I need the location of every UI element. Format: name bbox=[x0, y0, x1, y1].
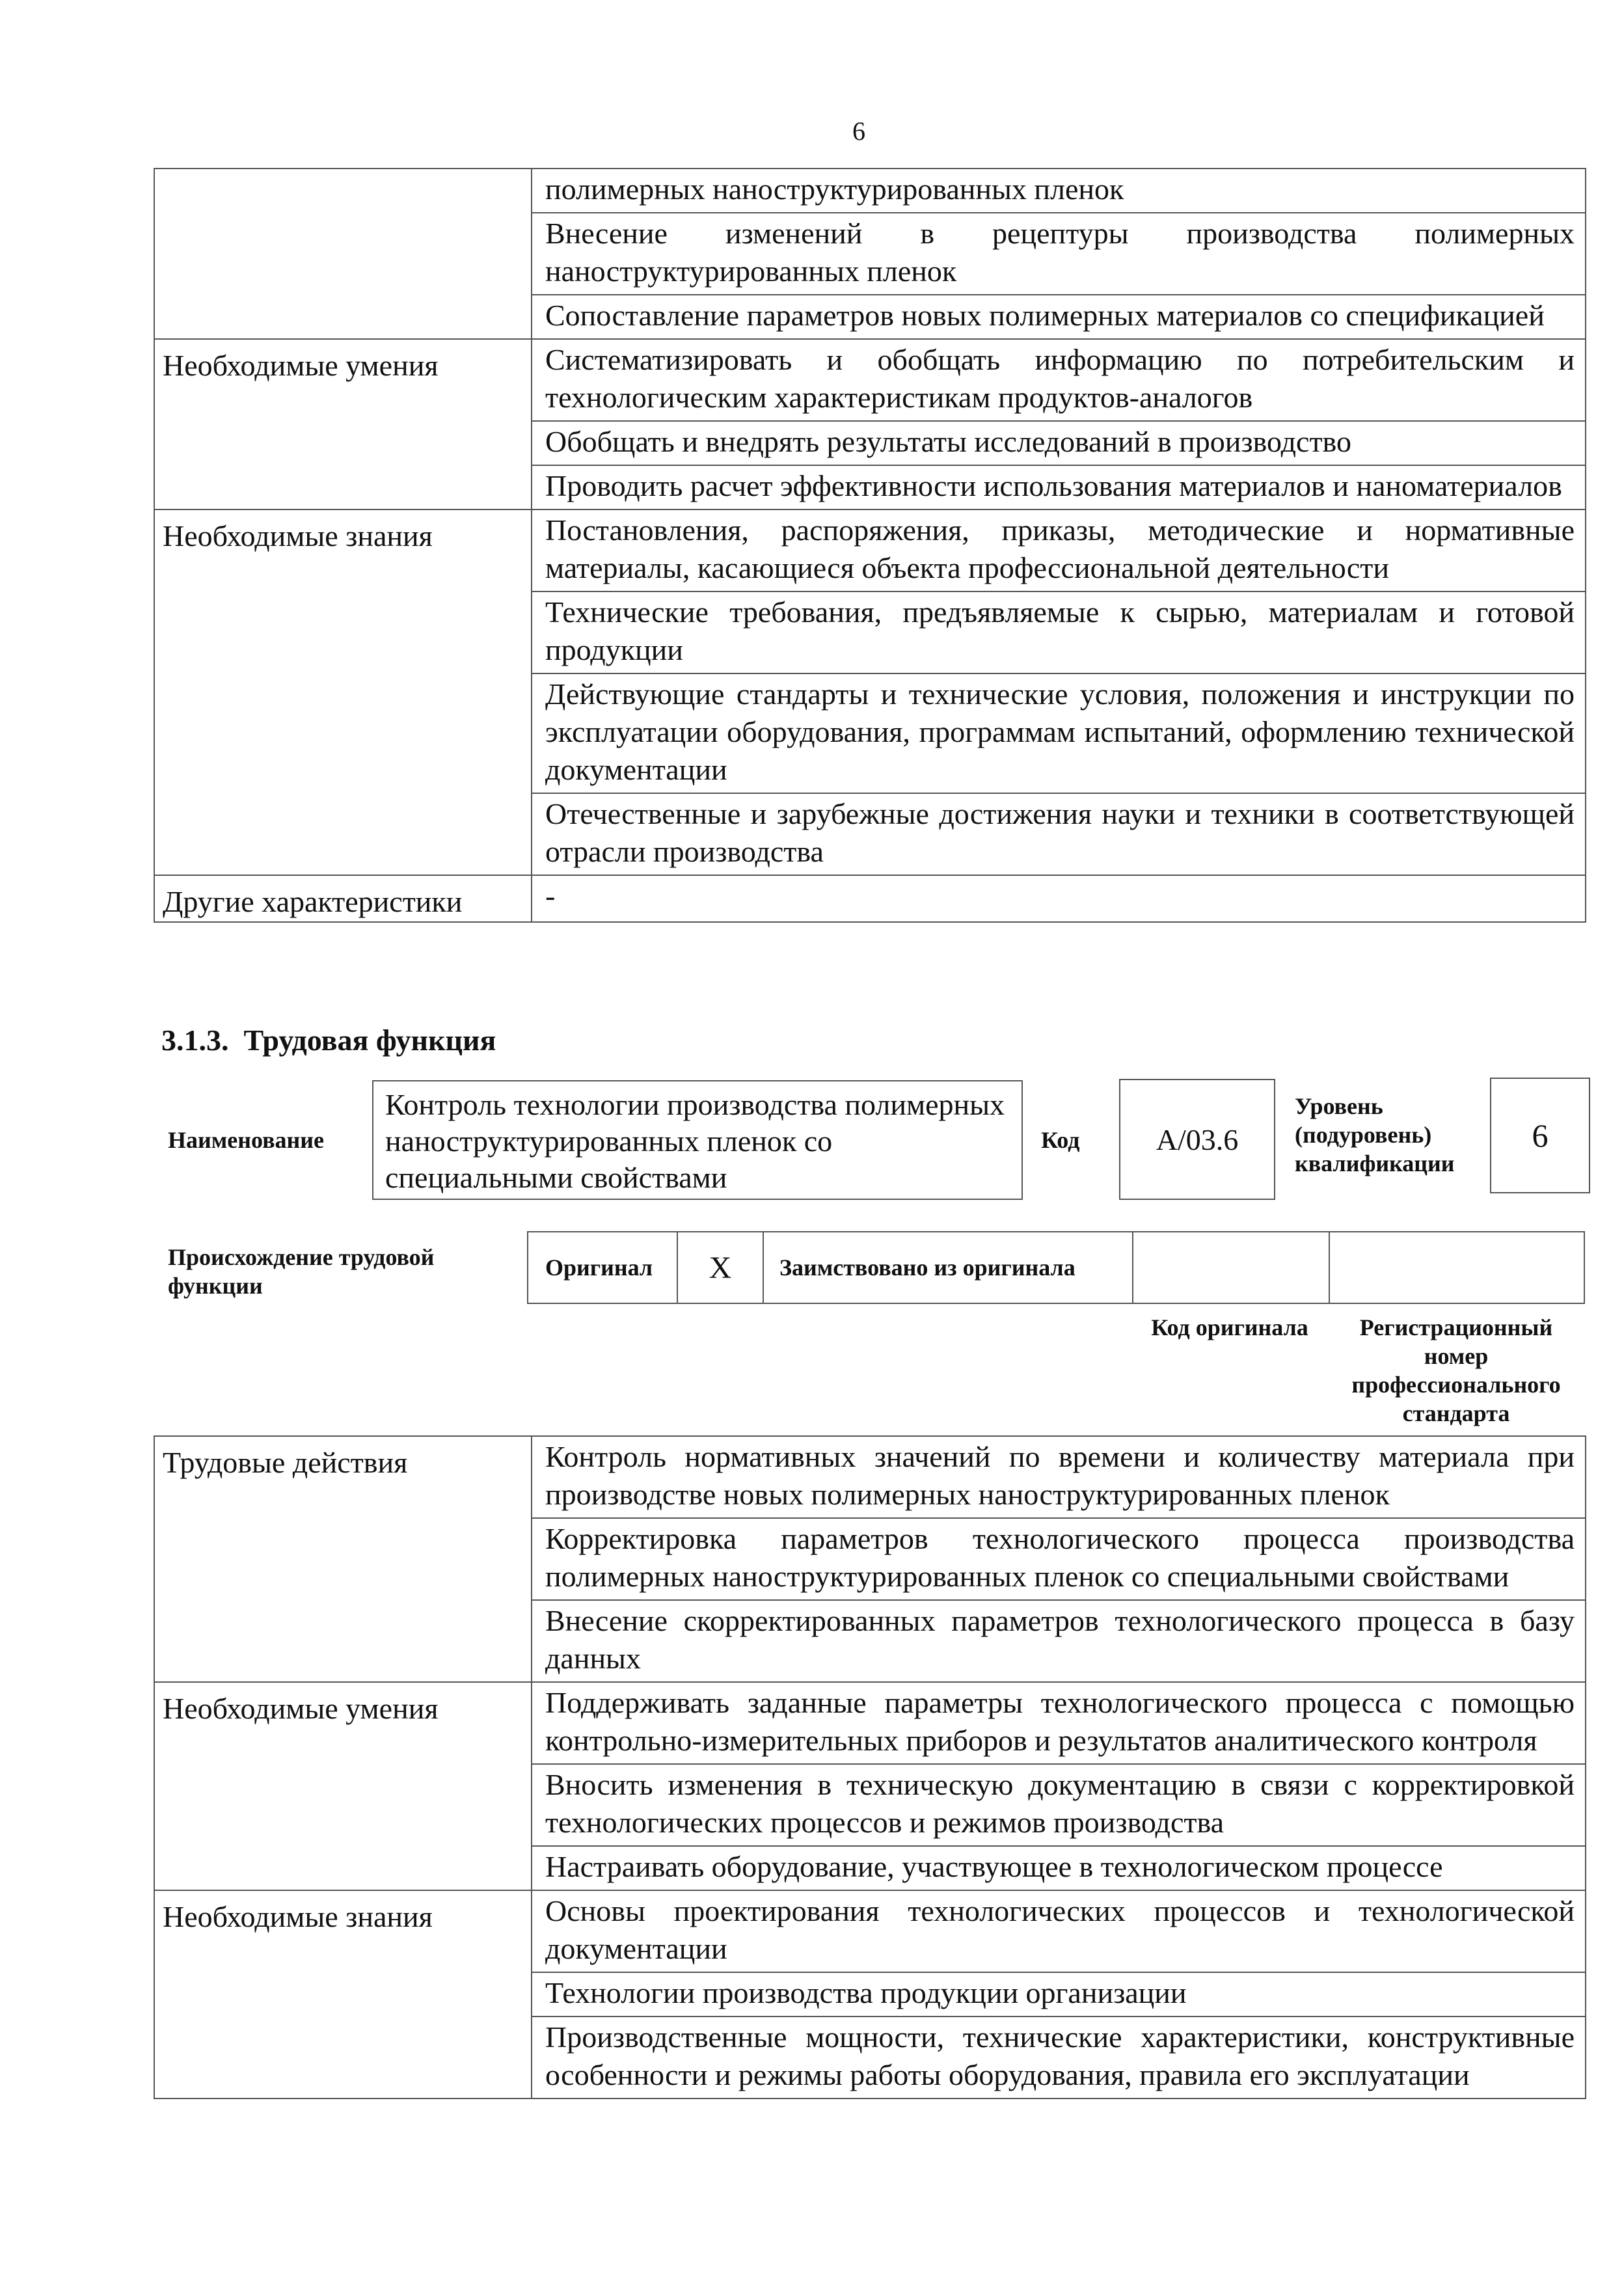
list-item: Сопоставление параметров новых полимерных материалов со спецификацией bbox=[545, 299, 1545, 332]
row-label bbox=[154, 169, 532, 339]
row-label: Необходимые знания bbox=[154, 509, 532, 875]
level-value-box: 6 bbox=[1490, 1078, 1590, 1193]
origin-label: Происхождение трудовой функции bbox=[168, 1244, 435, 1299]
list-item: Основы проектирования технологических процессов и технологической документации bbox=[532, 1891, 1585, 1973]
level-label: Уровень (подуровень) квалификации bbox=[1295, 1093, 1455, 1176]
table-row bbox=[154, 1436, 1586, 1682]
reg-number-cell bbox=[1329, 1232, 1584, 1303]
row-label: Трудовые действия bbox=[154, 1436, 532, 1682]
code-value-box: А/03.6 bbox=[1119, 1079, 1275, 1200]
list-item: Производственные мощности, технические характеристики, конструктивные особенности и режимы работы оборудования, правила его эксплуатации bbox=[545, 2020, 1575, 2091]
original-cell bbox=[528, 1232, 678, 1303]
list-item: Вносить изменения в техническую документацию в связи с корректировкой технологических процессов и режимов производства bbox=[532, 1765, 1585, 1847]
list-item: полимерных наноструктурированных пленок bbox=[532, 169, 1585, 213]
row-label: Необходимые умения bbox=[154, 1682, 532, 1890]
origin-row bbox=[527, 1231, 1585, 1304]
function-name-box: Контроль технологии производства полимерных наноструктурированных пленок со специальными свойствами bbox=[372, 1080, 1023, 1200]
list-item: - bbox=[545, 879, 556, 912]
table-row bbox=[154, 169, 1586, 339]
list-item: Технологии производства продукции организации bbox=[532, 1973, 1585, 2017]
name-label: Наименование bbox=[168, 1127, 324, 1153]
list-item: Поддерживать заданные параметры технологического процесса с помощью контрольно-измерительных приборов и результатов аналитического контроля bbox=[532, 1683, 1585, 1765]
row-label: Необходимые умения bbox=[154, 339, 532, 509]
row-label: Другие характеристики bbox=[154, 875, 532, 922]
list-item: Постановления, распоряжения, приказы, методические и нормативные материалы, касающиеся объекта профессиональной деятельности bbox=[532, 510, 1585, 592]
list-item: Контроль нормативных значений по времени и количеству материала при производстве новых полимерных наноструктурированных пленок bbox=[532, 1437, 1585, 1519]
table-row bbox=[154, 1890, 1586, 2099]
table-row bbox=[154, 509, 1586, 875]
table-row bbox=[154, 875, 1586, 922]
list-item: Корректировка параметров технологического процесса производства полимерных наноструктурированных пленок со специальными свойствами bbox=[532, 1519, 1585, 1601]
code-original-cell bbox=[1133, 1232, 1330, 1303]
table-row bbox=[154, 1682, 1586, 1890]
original-label: Оригинал bbox=[545, 1255, 653, 1281]
reg-number-label: Регистрационный номер профессионального стандарта bbox=[1351, 1314, 1561, 1426]
code-label: Код bbox=[1041, 1127, 1080, 1153]
list-item: Отечественные и зарубежные достижения науки и техники в соответствующей отрасли производства bbox=[545, 797, 1575, 868]
list-item: Внесение скорректированных параметров технологического процесса в базу данных bbox=[545, 1604, 1575, 1675]
page-number: 6 bbox=[852, 116, 865, 146]
list-item: Проводить расчет эффективности использования материалов и наноматериалов bbox=[545, 469, 1562, 502]
list-item: Технические требования, предъявляемые к сырью, материалам и готовой продукции bbox=[532, 592, 1585, 674]
skills-table-2 bbox=[154, 1435, 1586, 2099]
list-item: Действующие стандарты и технические условия, положения и инструкции по эксплуатации оборудования, программам испытаний, оформлению технической документации bbox=[532, 674, 1585, 794]
list-item: Настраивать оборудование, участвующее в технологическом процессе bbox=[545, 1850, 1443, 1883]
list-item: Внесение изменений в рецептуры производства полимерных наноструктурированных пленок bbox=[532, 213, 1585, 295]
skills-table-1 bbox=[154, 168, 1586, 923]
section-title: Трудовая функция bbox=[243, 1024, 496, 1057]
borrowed-label: Заимствовано из оригинала bbox=[763, 1232, 1133, 1303]
code-original-label: Код оригинала bbox=[1151, 1314, 1308, 1340]
row-label: Необходимые знания bbox=[154, 1890, 532, 2099]
original-mark: X bbox=[678, 1232, 764, 1303]
list-item: Систематизировать и обобщать информацию по потребительским и технологическим характеристикам продуктов-аналогов bbox=[532, 340, 1585, 422]
section-heading bbox=[161, 1023, 496, 1057]
table-row bbox=[154, 339, 1586, 509]
section-number: 3.1.3. bbox=[161, 1024, 229, 1057]
list-item: Обобщать и внедрять результаты исследований в производство bbox=[532, 422, 1585, 466]
